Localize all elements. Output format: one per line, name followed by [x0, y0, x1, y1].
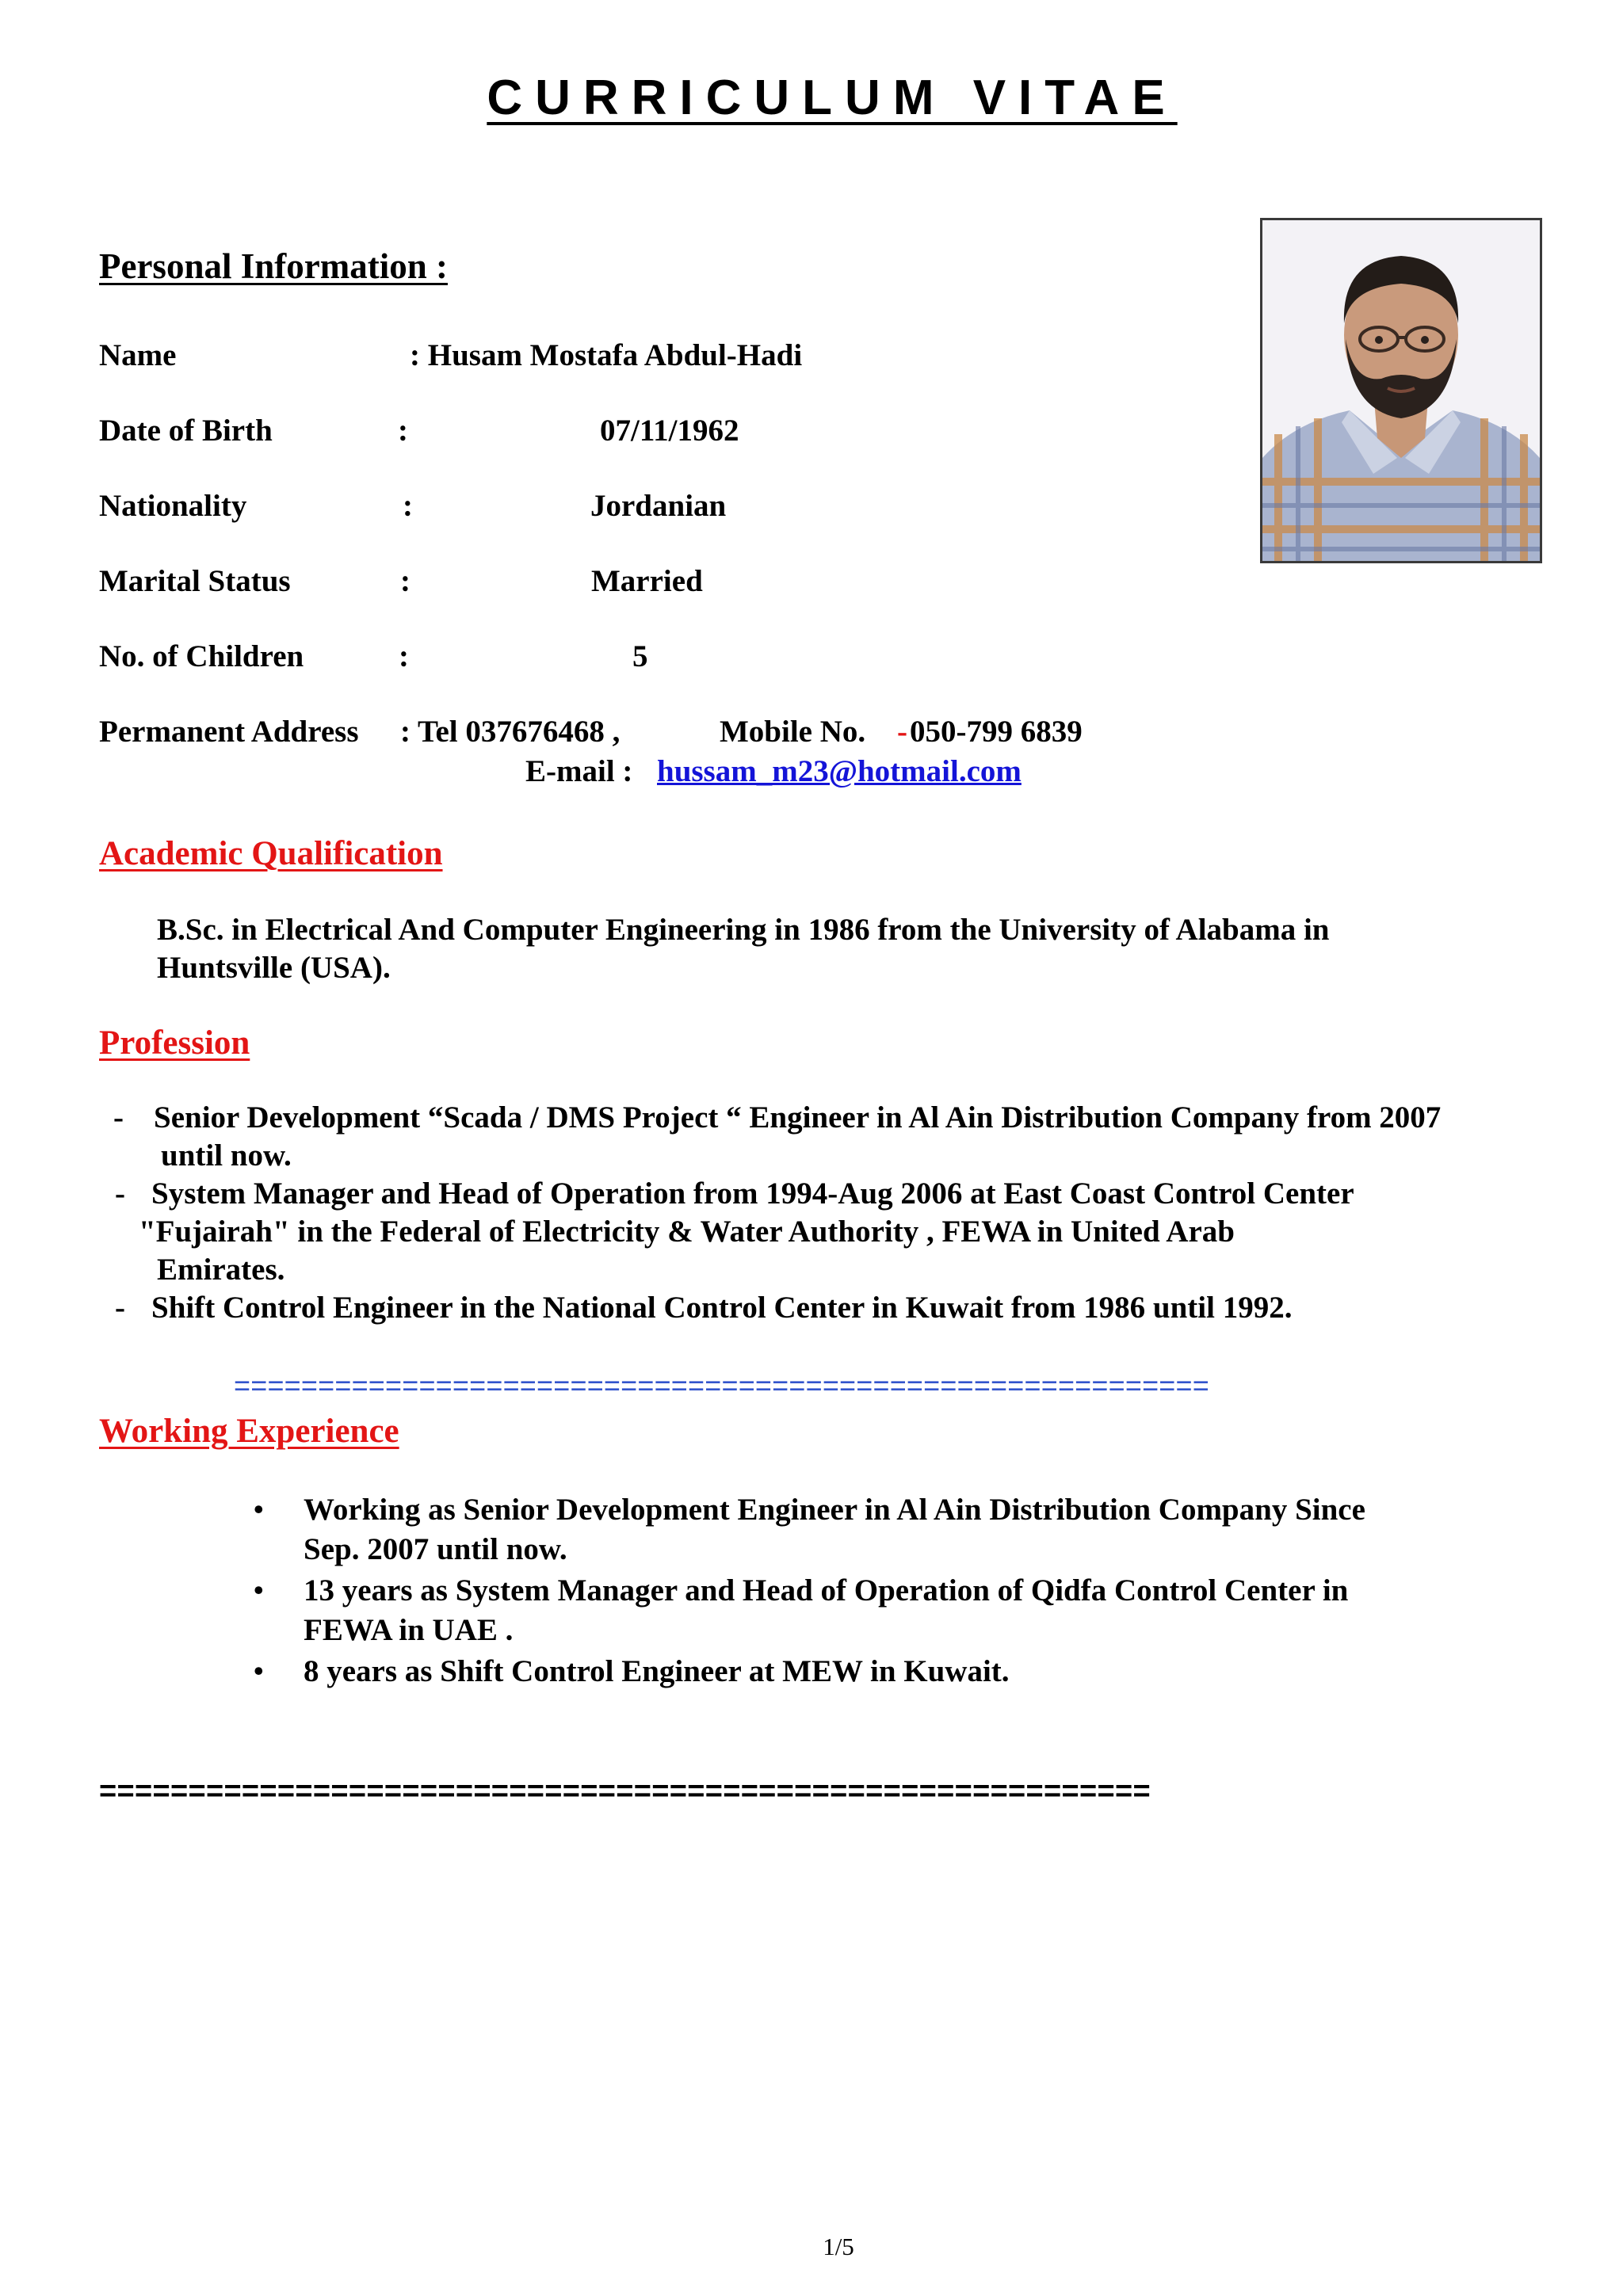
profession-item-2-line-3: Emirates. — [157, 1253, 285, 1287]
mobile-value: 050-799 6839 — [910, 715, 1083, 749]
email-link[interactable]: hussam_m23@hotmail.com — [657, 754, 1022, 788]
children-label: No. of Children — [99, 639, 304, 673]
children-value: 5 — [632, 639, 648, 673]
profession-item-1-line-1: Senior Development “Scada / DMS Project “ Engineer in Al Ain Distribution Company from 2007 — [154, 1100, 1442, 1135]
email-label: E-mail : — [525, 754, 633, 788]
experience-bullet-1: • — [254, 1493, 264, 1525]
dob-label: Date of Birth — [99, 414, 273, 448]
name-value: : Husam Mostafa Abdul-Hadi — [410, 338, 803, 372]
experience-item-2-line-1: 13 years as System Manager and Head of Operation of Qidfa Control Center in — [304, 1573, 1349, 1608]
profession-dash-3: - — [115, 1291, 125, 1325]
mobile-dash: - — [897, 715, 907, 749]
page-number: 1/5 — [823, 2233, 854, 2260]
experience-item-1-line-1: Working as Senior Development Engineer in Al Ain Distribution Company Since — [304, 1493, 1365, 1527]
nationality-label: Nationality — [99, 489, 247, 523]
profession-heading: Profession — [99, 1024, 250, 1062]
profession-dash-2: - — [115, 1177, 125, 1211]
nationality-value: Jordanian — [590, 489, 727, 523]
marital-status-label: Marital Status — [99, 564, 291, 598]
address-label: Permanent Address — [99, 715, 359, 749]
profession-item-2-line-1: System Manager and Head of Operation from 1994-Aug 2006 at East Coast Control Center — [151, 1177, 1354, 1211]
experience-item-2-line-2: FEWA in UAE . — [304, 1613, 514, 1647]
academic-qualification-heading: Academic Qualification — [99, 835, 443, 872]
document-title: CURRICULUM VITAE — [487, 71, 1178, 125]
profession-item-2-line-2: "Fujairah" in the Federal of Electricity & Water Authority , FEWA in United Arab — [139, 1215, 1235, 1249]
profession-item-3-line-1: Shift Control Engineer in the National Control Center in Kuwait from 1986 until 1992. — [151, 1291, 1293, 1325]
experience-bullet-2: • — [254, 1574, 264, 1606]
nationality-colon: : — [403, 489, 413, 523]
profession-item-1-line-2: until now. — [161, 1138, 292, 1173]
marital-status-colon: : — [400, 564, 411, 598]
experience-bullet-3: • — [254, 1655, 264, 1687]
address-tel: : Tel 037676468 , — [400, 715, 621, 749]
profile-photo — [1260, 218, 1542, 563]
dob-value: 07/11/1962 — [600, 414, 739, 448]
academic-line-1: B.Sc. in Electrical And Computer Engineering in 1986 from the University of Alabama in — [157, 913, 1330, 947]
black-separator: =========================================================== — [99, 1775, 1151, 1808]
experience-item-3-line-1: 8 years as Shift Control Engineer at MEW in Kuwait. — [304, 1654, 1010, 1688]
dob-colon: : — [398, 414, 408, 448]
working-experience-heading: Working Experience — [99, 1413, 399, 1450]
person-portrait-icon — [1262, 220, 1540, 561]
profession-dash-1: - — [113, 1100, 124, 1135]
experience-item-1-line-2: Sep. 2007 until now. — [304, 1532, 567, 1566]
academic-line-2: Huntsville (USA). — [157, 951, 391, 985]
mobile-label: Mobile No. — [720, 715, 866, 749]
name-label: Name — [99, 338, 177, 372]
blue-separator: ========================================================== — [234, 1369, 1209, 1402]
marital-status-value: Married — [591, 564, 703, 598]
children-colon: : — [399, 639, 409, 673]
personal-information-heading: Personal Information : — [99, 246, 448, 286]
